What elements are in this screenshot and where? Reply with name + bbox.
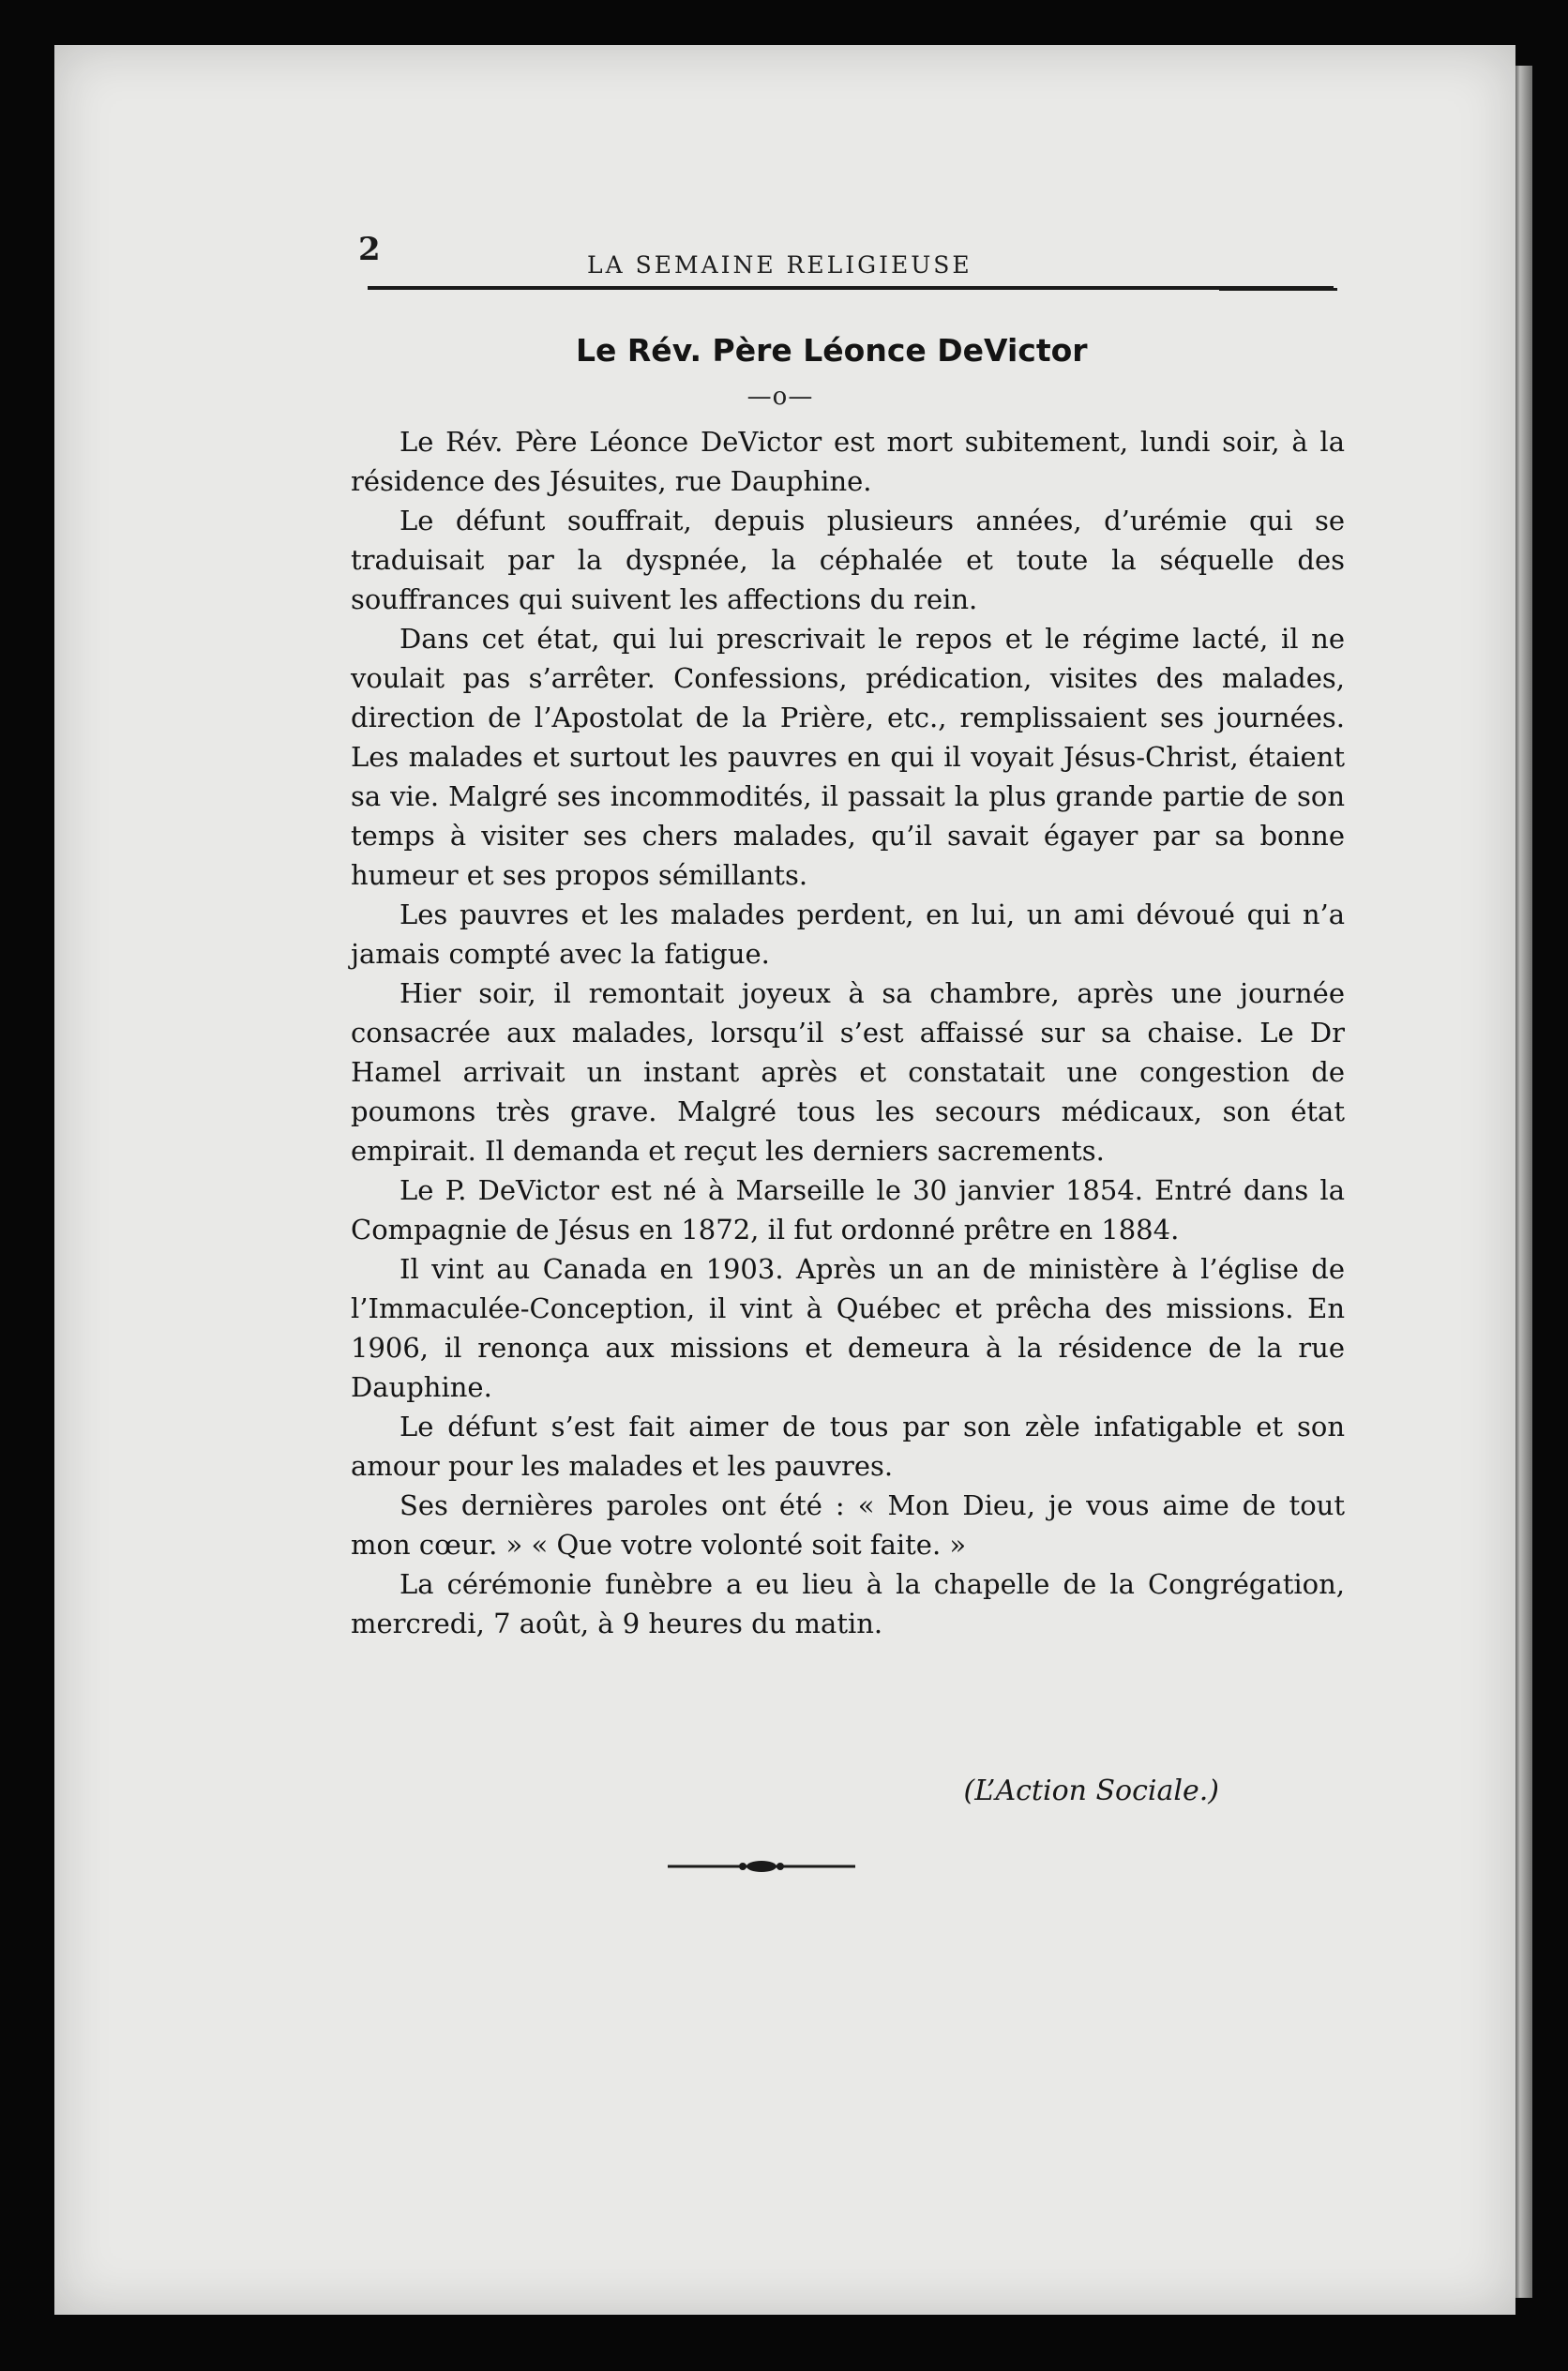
header-rule <box>368 286 1334 290</box>
paragraph: Dans cet état, qui lui prescrivait le repos et le régime lacté, il ne voulait pas s’arrêter. Confessions, prédication, visites des malades, direction de l’Apostolat de la Prière, etc., remplissaient ses journées. Les malades et surtout les pauvres en qui il voyait Jésus-Christ, étaient sa vie. Malgré ses incommodités, il passait la plus grande partie de son temps à visiter ses chers malades, qu’il savait égayer par sa bonne humeur et ses propos sémillants. <box>351 623 1345 891</box>
running-title: LA SEMAINE RELIGIEUSE <box>587 251 972 279</box>
paragraph: La cérémonie funèbre a eu lieu à la chapelle de la Congrégation, mercredi, 7 août, à 9 heures du matin. <box>351 1568 1345 1639</box>
article-title: Le Rév. Père Léonce DeVictor <box>576 332 1088 369</box>
paragraph: Il vint au Canada en 1903. Après un an de ministère à l’église de l’Immaculée-Conception, il vint à Québec et prêcha des missions. En 1906, il renonça aux missions et demeura à la résidence de la rue Dauphine. <box>351 1253 1345 1403</box>
paragraph: Le défunt souffrait, depuis plusieurs années, d’urémie qui se traduisait par la dyspnée, la céphalée et toute la séquelle des souffrances qui suivent les affections du rein. <box>351 505 1345 615</box>
paragraph: Les pauvres et les malades perdent, en lui, un ami dévoué qui n’a jamais compté avec la fatigue. <box>351 899 1345 970</box>
paragraph: Hier soir, il remontait joyeux à sa chambre, après une journée consacrée aux malades, lorsqu’il s’est affaissé sur sa chaise. Le Dr Hamel arrivait un instant après et constatait une congestion de poumons très grave. Malgré tous les secours médicaux, son état empirait. Il demanda et reçut les derniers sacrements. <box>351 977 1345 1167</box>
page-number: 2 <box>358 231 381 268</box>
paragraph: Le défunt s’est fait aimer de tous par son zèle infatigable et son amour pour les malades et les pauvres. <box>351 1411 1345 1482</box>
header-rule-segment <box>1219 288 1337 291</box>
paragraph: Le Rév. Père Léonce DeVictor est mort subitement, lundi soir, à la résidence des Jésuites, rue Dauphine. <box>351 426 1345 497</box>
paragraph: Le P. DeVictor est né à Marseille le 30 janvier 1854. Entré dans la Compagnie de Jésus en 1872, il fut ordonné prêtre en 1884. <box>351 1174 1345 1246</box>
paragraph: Ses dernières paroles ont été : « Mon Dieu, je vous aime de tout mon cœur. » « Que votre volonté soit faite. » <box>351 1489 1345 1561</box>
article-body <box>351 422 1345 1643</box>
source-attribution: (L’Action Sociale.) <box>963 1774 1219 1807</box>
end-ornament-rule <box>668 1857 855 1876</box>
title-ornament: —o— <box>746 383 814 411</box>
